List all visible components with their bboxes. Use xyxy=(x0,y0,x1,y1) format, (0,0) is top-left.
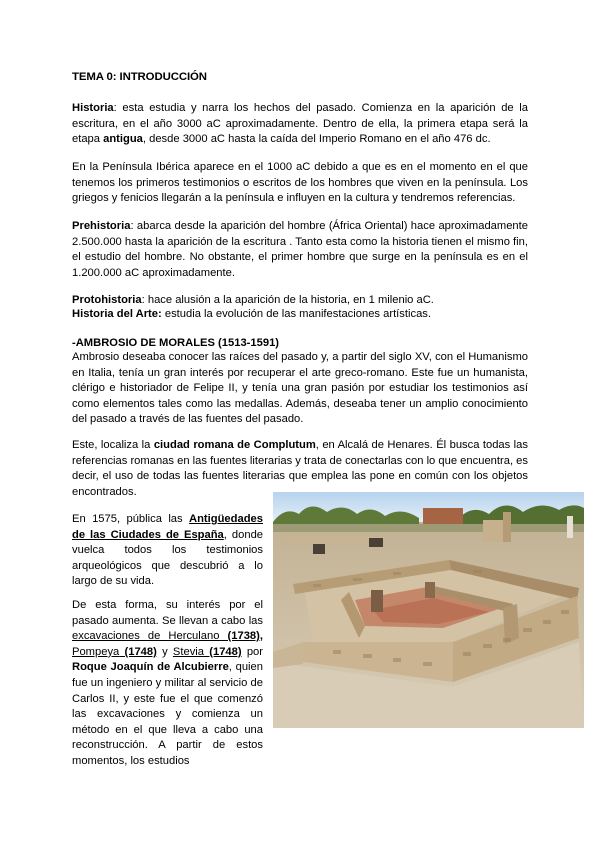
antiguedades-paragraph xyxy=(72,512,263,590)
protohistoria-text: : hace alusión a la aparición de la historia, en 1 milenio aC. xyxy=(141,294,434,306)
historia-arte-term: Historia del Arte: xyxy=(72,308,162,320)
excavaciones-y: y xyxy=(156,645,173,658)
pompeya-link: Pompeya xyxy=(72,645,120,658)
peninsula-paragraph: En la Península Ibérica aparece en el 1000 aC debido a que es en el momento en el que tenemos los primeros testimonios o escritos de los hombres que viven en la península. Los griegos y fenicios llegarán a la península e influyen en la cultura y tendremos referencias. xyxy=(72,161,528,205)
stone-pillar xyxy=(371,590,383,612)
historia-term: Historia xyxy=(72,102,114,114)
complutum-text: Este, localiza la xyxy=(72,439,154,451)
page-title: TEMA 0: INTRODUCCIÓN xyxy=(72,71,207,83)
ambrosio-paragraph: Ambrosio deseaba conocer las raíces del pasado y, a partir del siglo XV, con el Humanismo en Italia, tenía un gran interés por recuperar el arte greco-romano. Este fue un humanista, clérigo e historiador de Felipe II, y tenía una gran pasión por estudiar los testimonios así como elementos tales como las medallas. Además, deseaba tener un amplio conocimiento del pasado a través de las fuentes del pasado. xyxy=(72,351,528,426)
historia-text: : esta estudia y narra los hechos del pasado. Comienza en la aparición de la escritura, en el año 3000 aC aproximadamente. Dentro de ella, la primera etapa será la etapa xyxy=(72,102,528,146)
far-column xyxy=(503,512,511,542)
prehistoria-paragraph xyxy=(72,219,528,281)
prehistoria-term: Prehistoria xyxy=(72,220,131,232)
protohistoria-term: Protohistoria xyxy=(72,294,142,306)
excavaciones-text: De esta forma, su interés por el pasado aumenta. Se llevan a cabo las xyxy=(72,599,263,627)
complutum-term: ciudad romana de Complutum xyxy=(153,439,316,451)
historia-paragraph xyxy=(72,101,528,148)
stone-pillar xyxy=(425,582,435,598)
complutum-ruins-photo xyxy=(273,492,584,728)
far-post xyxy=(567,516,573,538)
ambrosio-heading: -AMBROSIO DE MORALES (1513-1591) xyxy=(72,337,280,349)
far-wall xyxy=(283,536,373,542)
antiguedades-title: Antigüedades de las Ciudades de España xyxy=(72,513,263,541)
complutum-text-end: , en Alcalá de Henares. Él busca todas las referencias romanas en las fuentes literarias y trata de conectarlas con lo que encuentra, es decir, el uso de todas las fuentes literarias que emplea las pone en común con los objetos encontrados. xyxy=(72,439,528,498)
historia-text-end: , desde 3000 aC hasta la caída del Imperio Romano en el año 476 dc. xyxy=(142,133,491,146)
excavaciones-por: por xyxy=(241,645,263,658)
excavaciones-paragraph xyxy=(72,598,263,770)
info-panel xyxy=(313,544,325,554)
prehistoria-text: : abarca desde la aparición del hombre (África Oriental) hace aproximadamente 2.500.000 hasta la aparición de la escritura . Tanto esta como la historia tienen el mismo fin, el estudio del hombre. No obstante, el primer hombre que surge en la península es en el 1.200.000 aC aproximadamente. xyxy=(72,220,528,279)
antiguedades-text: En 1575, pública las xyxy=(72,513,190,525)
excavaciones-text-end: , quien fue un ingeniero y militar al servicio de Carlos II, y este fue el que comenzó las excavaciones y comienza un método en el que lleva a cabo una reconstrucción. A partir de estos momentos, los estudios xyxy=(72,661,263,767)
antiguedades-text-end: , donde vuelca todos los testimonios arqueológicos que descubrió a lo largo de su vida. xyxy=(72,528,264,588)
distant-building xyxy=(423,508,463,524)
herculano-link: excavaciones de Herculano xyxy=(72,630,220,643)
stevia-year: (1748) xyxy=(204,645,242,658)
pompeya-year: (1748) xyxy=(119,645,157,658)
antigua-term: antigua xyxy=(103,133,143,146)
horizon-strip xyxy=(273,524,584,532)
alcubierre-name: Roque Joaquín de Alcubierre xyxy=(72,661,229,674)
historia-arte-text: estudia la evolución de las manifestaciones artísticas. xyxy=(161,308,431,320)
ruins-illustration xyxy=(273,492,584,728)
stevia-link: Stevia xyxy=(172,645,205,658)
info-panel xyxy=(369,538,383,547)
historia-arte-paragraph xyxy=(72,307,528,323)
herculano-year: (1738), xyxy=(219,630,263,643)
